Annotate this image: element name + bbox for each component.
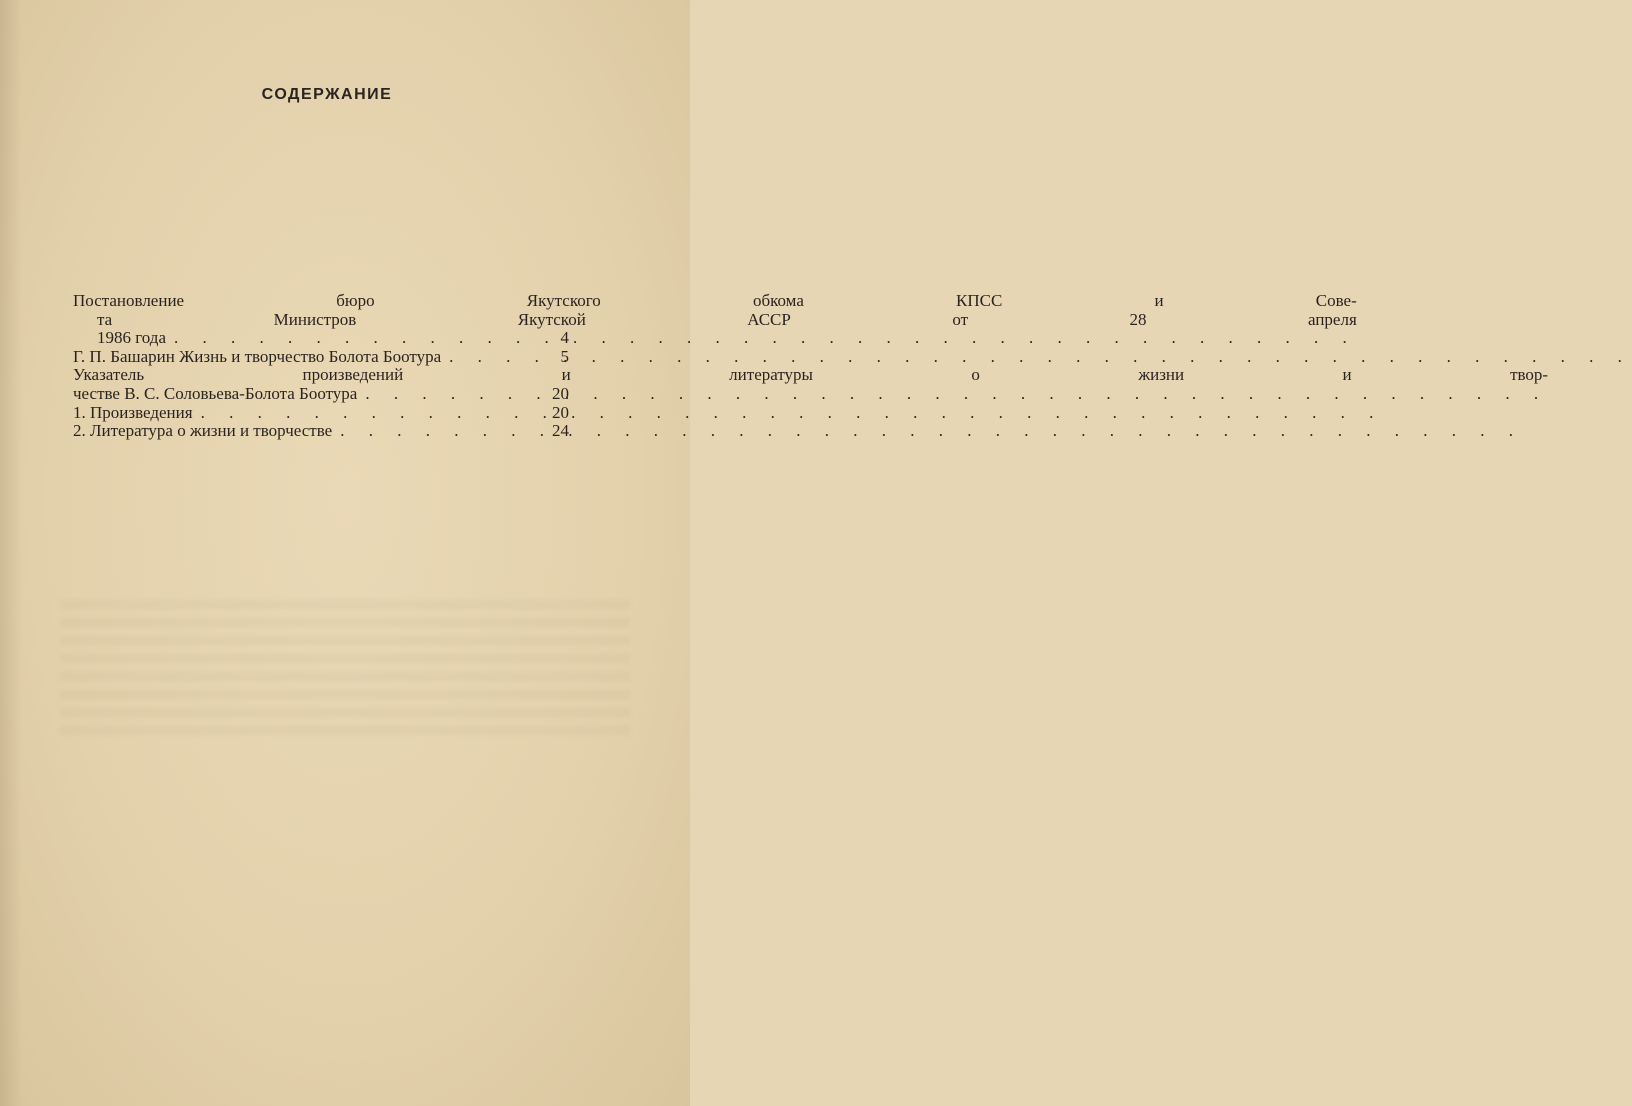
- page-number: 4: [560, 328, 569, 348]
- contents-heading: СОДЕРЖАНИЕ: [261, 86, 393, 103]
- leader-dots: [174, 329, 1357, 348]
- toc-line: 1986 года: [97, 328, 167, 348]
- toc-entry-index[interactable]: [73, 365, 1549, 403]
- toc-line: Г. П. Башарин Жизнь и творчество Болота Боотура: [73, 346, 442, 366]
- page-number: 24: [552, 421, 569, 441]
- toc-entry-works[interactable]: [73, 404, 569, 423]
- page-number: 20: [552, 383, 569, 403]
- table-of-contents: [73, 291, 1549, 441]
- leader-dots: [201, 404, 1384, 423]
- toc-line: Указатель произведений и литературы о жизни и твор-: [73, 365, 1549, 385]
- toc-line: честве В. С. Соловьева-Болота Боотура: [73, 383, 358, 403]
- toc-line: та Министров Якутской АССР от 28 апреля: [97, 309, 1357, 329]
- toc-line: 1. Произведения: [73, 402, 193, 422]
- toc-line: Постановление бюро Якутского обкома КПСС и Сове-: [73, 291, 1357, 310]
- toc-entry-resolution[interactable]: [73, 291, 1357, 348]
- page-number: 5: [560, 346, 569, 366]
- page-number: 20: [552, 402, 569, 422]
- toc-entry-literature[interactable]: [73, 422, 569, 441]
- leader-dots: [340, 422, 1523, 441]
- toc-line: 2. Литература о жизни и творчестве: [73, 421, 333, 441]
- leader-dots: [449, 348, 1632, 367]
- bleed-through-text: [60, 600, 630, 740]
- toc-entry-basharin[interactable]: [73, 348, 569, 367]
